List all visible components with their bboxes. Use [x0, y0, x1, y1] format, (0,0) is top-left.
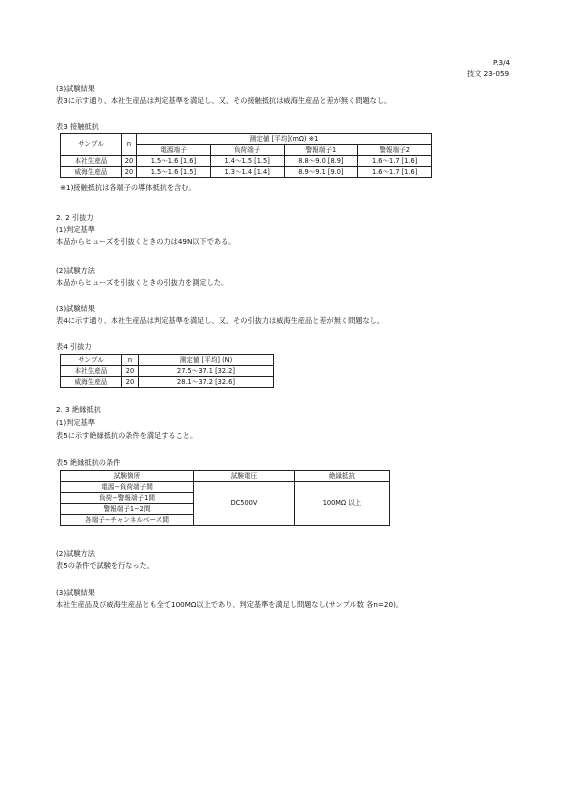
table4-pullout-force — [60, 354, 274, 388]
table3-cell: 1.5～1.6 [1.5] — [137, 167, 211, 178]
table4-cell-sample: 威海生産品 — [61, 377, 122, 388]
table5-header-voltage: 試験電圧 — [194, 471, 295, 482]
table5-cell-location: 警報端子1−2間 — [61, 504, 194, 515]
table5-header-location: 試験箇所 — [61, 471, 194, 482]
table5-title: 表5 絶縁抵抗の条件 — [56, 458, 121, 467]
table4-cell-n: 20 — [122, 366, 139, 377]
table4-cell-sample: 本社生産品 — [61, 366, 122, 377]
table4-cell-n: 20 — [122, 377, 139, 388]
table5-cell-resistance: 100MΩ 以上 — [295, 482, 390, 526]
section-heading: 2. 3 絶縁抵抗 — [56, 405, 101, 414]
criteria-heading: (1)判定基準 — [56, 225, 95, 234]
table3-cell-sample: 威海生産品 — [61, 167, 122, 178]
result-text: 表3に示す通り、本社生産品は判定基準を満足し、又、その接触抵抗は威海生産品と差が無く問題なし。 — [56, 96, 392, 105]
criteria-heading: (1)判定基準 — [56, 418, 95, 427]
result-heading: (3)試験結果 — [56, 588, 95, 597]
table3-cell: 1.4～1.5 [1.5] — [210, 156, 284, 167]
table3-header-measured: 測定値 [平均](mΩ) ※1 — [137, 134, 432, 145]
section-heading: 2. 2 引抜力 — [56, 213, 94, 222]
table4-title: 表4 引抜力 — [56, 342, 92, 351]
method-text: 表5の条件で試験を行なった。 — [56, 561, 155, 570]
table3-cell: 1.3～1.4 [1.4] — [210, 167, 284, 178]
table3-cell: 1.5～1.6 [1.6] — [137, 156, 211, 167]
table3-cell: 1.6～1.7 [1.6] — [358, 156, 432, 167]
table3-header-sample: サンプル — [61, 134, 122, 156]
table3-contact-resistance — [60, 133, 432, 178]
result-heading: (3)試験結果 — [56, 304, 95, 313]
method-heading: (2)試験方法 — [56, 266, 95, 275]
method-heading: (2)試験方法 — [56, 549, 95, 558]
table5-header-resistance: 絶縁抵抗 — [295, 471, 390, 482]
criteria-text: 本品からヒューズを引抜くときの力は49N以下である。 — [56, 237, 236, 246]
result-text: 表4に示す通り、本社生産品は判定基準を満足し、又、その引抜力は威海生産品と差が無く問題なし。 — [56, 316, 385, 325]
table3-cell-n: 20 — [122, 167, 137, 178]
page-number: P.3/4 — [493, 58, 511, 67]
table3-cell-sample: 本社生産品 — [61, 156, 122, 167]
result-text: 本社生産品及び威海生産品とも全て100MΩ以上であり、判定基準を満足し問題なし(サンプル数 各n=20)。 — [56, 600, 404, 609]
table-row — [61, 156, 432, 167]
table-row — [61, 167, 432, 178]
table5-cell-location: 電源−負荷端子間 — [61, 482, 194, 493]
table3-header-col: 警報端子2 — [358, 145, 432, 156]
table3-header-col: 電源端子 — [137, 145, 211, 156]
table5-cell-location: 負荷−警報端子1間 — [61, 493, 194, 504]
table4-header-n: n — [122, 355, 139, 366]
document-number: 技文 23-059 — [467, 69, 510, 78]
table-row — [61, 482, 390, 493]
table-row — [61, 366, 274, 377]
criteria-text: 表5に示す絶縁抵抗の条件を満足すること。 — [56, 431, 198, 440]
table4-cell-value: 27.5～37.1 [32.2] — [139, 366, 274, 377]
table3-cell-n: 20 — [122, 156, 137, 167]
result-heading: (3)試験結果 — [56, 84, 95, 93]
table5-cell-location: 各端子−チャンネルベース間 — [61, 515, 194, 526]
table3-header-col: 負荷端子 — [210, 145, 284, 156]
table5-cell-voltage: DC500V — [194, 482, 295, 526]
table3-header-n: n — [122, 134, 137, 156]
table3-header-col: 警報端子1 — [284, 145, 358, 156]
table4-cell-value: 28.1～37.2 [32.6] — [139, 377, 274, 388]
table3-note: ※1)接触抵抗は各端子の導体抵抗を含む。 — [60, 183, 196, 192]
table4-header-sample: サンプル — [61, 355, 122, 366]
method-text: 本品からヒューズを引抜くときの引抜力を測定した。 — [56, 278, 229, 287]
table4-header-measured: 測定値 [平均] (N) — [139, 355, 274, 366]
table3-cell: 1.6～1.7 [1.6] — [358, 167, 432, 178]
table3-cell: 8.8～9.0 [8.9] — [284, 156, 358, 167]
table3-cell: 8.9～9.1 [9.0] — [284, 167, 358, 178]
table-row — [61, 377, 274, 388]
table3-title: 表3 接触抵抗 — [56, 122, 99, 131]
table5-insulation-conditions — [60, 470, 390, 526]
